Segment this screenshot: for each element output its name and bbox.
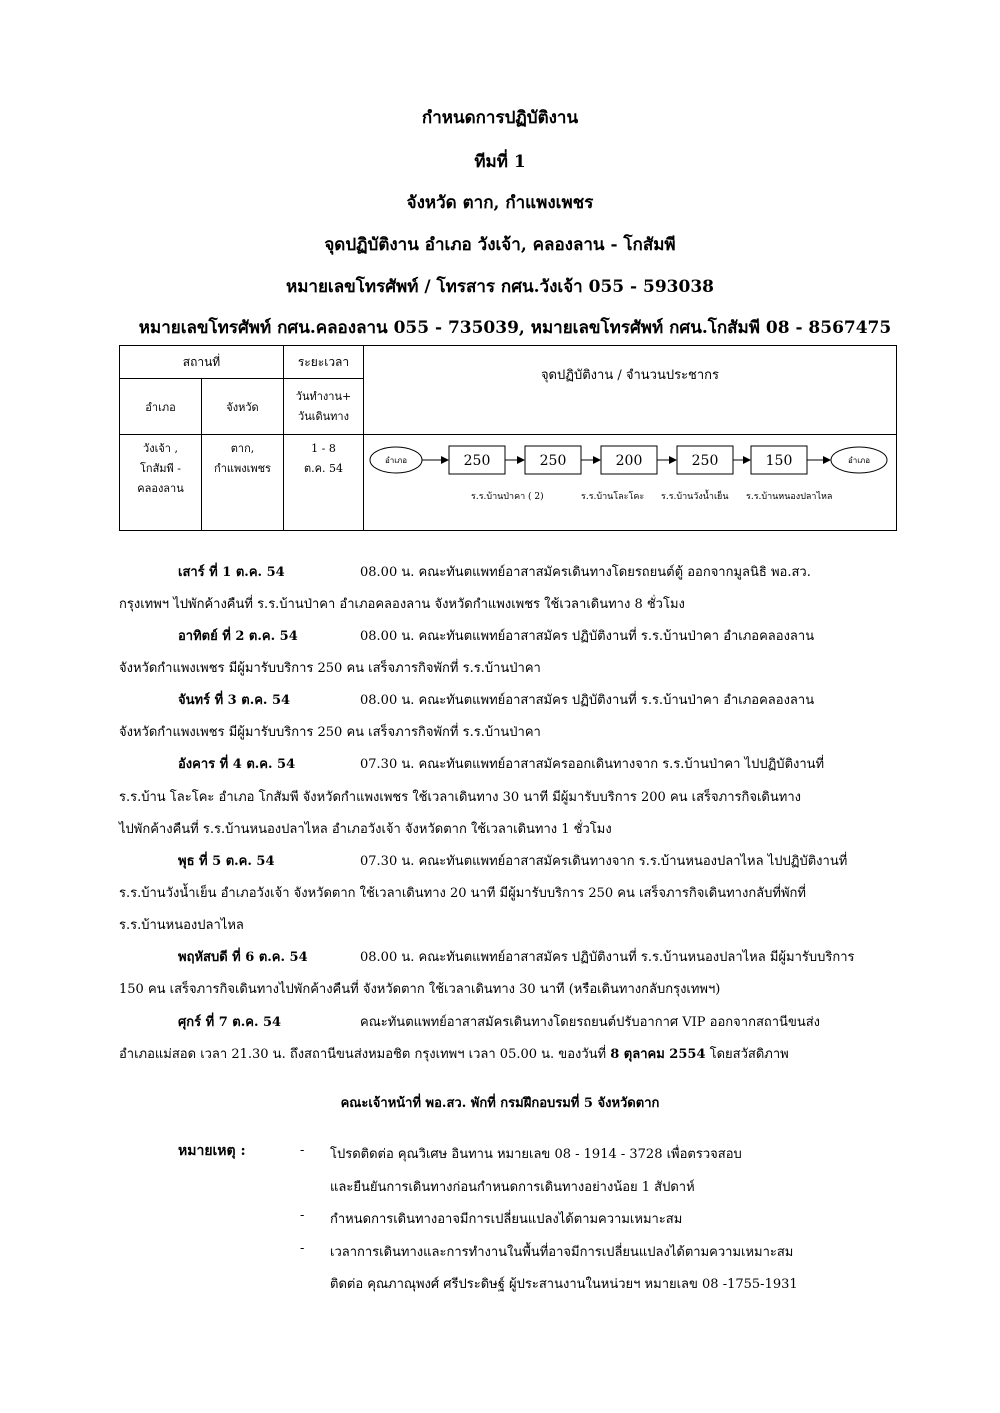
- flow-cell: [364, 435, 897, 531]
- note-1: โปรดติดต่อ คุณวิเศษ อินทาน หมายเลข 08 - 1914 - 3728 เพื่อตรวจสอบ: [330, 1147, 742, 1162]
- start-node-label: อำเภอ: [384, 455, 408, 465]
- note-3-cont: ติดต่อ คุณภาณุพงศ์ ศรีประดิษฐ์ ผู้ประสานงานในหน่วยฯ หมายเลข 08 -1755-1931: [330, 1277, 798, 1292]
- note-1-cont: และยืนยันการเดินทางก่อนกำหนดการเดินทางอย่างน้อย 1 สัปดาห์: [330, 1180, 695, 1195]
- flow-box-4-value: 250: [691, 452, 719, 469]
- header-days-line-2: วันเดินทาง: [298, 409, 349, 423]
- province-line: กำแพงเพชร: [214, 462, 271, 475]
- province-line: จังหวัด ตาก, กำแพงเพชร: [406, 193, 594, 213]
- end-node-label: อำเภอ: [847, 455, 871, 465]
- header-days-line-1: วันทำงาน+: [295, 389, 352, 403]
- title-line-1: กำหนดการปฏิบัติงาน: [421, 108, 579, 128]
- district-cell: [120, 435, 202, 531]
- header-district: อำเภอ: [120, 379, 202, 435]
- day-5-text: 07.30 น. คณะทันตแพทย์อาสาสมัครเดินทางจาก ร.ร.บ้านหนองปลาไหล ไปปฏิบัติงานที่: [360, 854, 848, 869]
- flow-box-3-value: 200: [615, 452, 643, 469]
- day-1-text: 08.00 น. คณะทันตแพทย์อาสาสมัครเดินทางโดยรถยนต์ตู้ ออกจากมูลนิธิ พอ.สว.: [360, 565, 811, 580]
- flow-label-3: ร.ร.บ้านวังน้ำเย็น: [661, 491, 729, 502]
- day-7-text: คณะทันตแพทย์อาสาสมัครเดินทางโดยรถยนต์ปรับอากาศ VIP ออกจากสถานีขนส่ง: [360, 1015, 821, 1030]
- note-bullet: -: [300, 1241, 305, 1256]
- province-cell: [202, 435, 284, 531]
- district-line: วังเจ้า ,: [143, 442, 178, 455]
- day-5-text: ร.ร.บ้านวังน้ำเย็น อำเภอวังเจ้า จังหวัดตาก ใช้เวลาเดินทาง 20 นาที มีผู้มารับบริการ 250 คน เสร็จภารกิจเดินทางกลับที่พักที่: [119, 886, 806, 901]
- dates-cell: [284, 435, 364, 531]
- note-bullet: -: [300, 1208, 305, 1223]
- header-points: จุดปฏิบัติงาน / จำนวนประชากร: [364, 346, 897, 435]
- team-number: ทีมที่ 1: [474, 152, 526, 172]
- schedule-table: [119, 345, 897, 531]
- staff-accommodation-line: คณะเจ้าหน้าที่ พอ.สว. พักที่ กรมฝึกอบรมที่ 5 จังหวัดตาก: [340, 1096, 660, 1111]
- flow-box-1-value: 250: [463, 452, 491, 469]
- dates-line: ต.ค. 54: [304, 462, 343, 475]
- flow-label-2: ร.ร.บ้านโละโคะ: [581, 491, 645, 502]
- flow-diagram: [364, 436, 896, 530]
- day-5-text: ร.ร.บ้านหนองปลาไหล: [119, 918, 244, 933]
- district-line: โกสัมพี -: [140, 462, 181, 475]
- header-place: สถานที่: [120, 346, 284, 379]
- day-4-text: 07.30 น. คณะทันตแพทย์อาสาสมัครออกเดินทางจาก ร.ร.บ้านป่าคา ไปปฏิบัติงานที่: [360, 757, 825, 772]
- flow-label-1: ร.ร.บ้านป่าคา ( 2): [471, 491, 544, 502]
- day-4-label: อังคาร ที่ 4 ต.ค. 54: [178, 757, 296, 772]
- day-6-label: พฤหัสบดี ที่ 6 ต.ค. 54: [178, 950, 308, 965]
- day-4-text: ร.ร.บ้าน โละโคะ อำเภอ โกสัมพี จังหวัดกำแพงเพชร ใช้เวลาเดินทาง 30 นาที มีผู้มารับบริการ 200 คน เสร็จภารกิจเดินทาง: [119, 790, 801, 805]
- flow-label-4: ร.ร.บ้านหนองปลาไหล: [746, 491, 833, 502]
- header-province: จังหวัด: [202, 379, 284, 435]
- day-1-label: เสาร์ ที่ 1 ต.ค. 54: [178, 565, 285, 580]
- flow-box-2-value: 250: [539, 452, 567, 469]
- day-4-text: ไปพักค้างคืนที่ ร.ร.บ้านหนองปลาไหล อำเภอวังเจ้า จังหวัดตาก ใช้เวลาเดินทาง 1 ชั่วโมง: [119, 822, 612, 837]
- operation-point-line: จุดปฏิบัติงาน อำเภอ วังเจ้า, คลองลาน - โกสัมพี: [324, 235, 676, 255]
- day-3-text: 08.00 น. คณะทันตแพทย์อาสาสมัคร ปฏิบัติงานที่ ร.ร.บ้านป่าคา อำเภอคลองลาน: [360, 693, 815, 708]
- day-7-text-part: อำเภอแม่สอด เวลา 21.30 น. ถึงสถานีขนส่งหมอชิต กรุงเทพฯ เวลา 05.00 น. ของวันที่: [119, 1047, 611, 1062]
- header-time: ระยะเวลา: [284, 346, 364, 379]
- day-7-text: [119, 1043, 789, 1064]
- day-7-label: ศุกร์ ที่ 7 ต.ค. 54: [178, 1015, 282, 1030]
- note-2: กำหนดการเดินทางอาจมีการเปลี่ยนแปลงได้ตามความเหมาะสม: [330, 1212, 683, 1227]
- note-3: เวลาการเดินทางและการทำงานในพื้นที่อาจมีการเปลี่ยนแปลงได้ตามความเหมาะสม: [330, 1245, 794, 1260]
- day-3-text: จังหวัดกำแพงเพชร มีผู้มารับบริการ 250 คน เสร็จภารกิจพักที่ ร.ร.บ้านป่าคา: [119, 725, 541, 740]
- dates-line: 1 - 8: [311, 442, 336, 455]
- day-6-text: 150 คน เสร็จภารกิจเดินทางไปพักค้างคืนที่ จังหวัดตาก ใช้เวลาเดินทาง 30 นาที (หรือเดินทางกลับกรุงเทพฯ): [119, 982, 721, 997]
- day-7-text-part: โดยสวัสดิภาพ: [705, 1047, 789, 1062]
- district-line: คลองลาน: [137, 482, 184, 495]
- note-bullet: -: [300, 1143, 305, 1158]
- day-5-label: พุธ ที่ 5 ต.ค. 54: [178, 854, 275, 869]
- day-1-text: กรุงเทพฯ ไปพักค้างคืนที่ ร.ร.บ้านป่าคา อำเภอคลองลาน จังหวัดกำแพงเพชร ใช้เวลาเดินทาง 8 ชั่วโมง: [119, 597, 685, 612]
- day-3-label: จันทร์ ที่ 3 ต.ค. 54: [178, 693, 291, 708]
- day-2-text: จังหวัดกำแพงเพชร มีผู้มารับบริการ 250 คน เสร็จภารกิจพักที่ ร.ร.บ้านป่าคา: [119, 661, 541, 676]
- province-line: ตาก,: [230, 442, 255, 455]
- arrival-date: 8 ตุลาคม 2554: [610, 1047, 706, 1062]
- flow-box-5-value: 150: [765, 452, 793, 469]
- phone-line-2: หมายเลขโทรศัพท์ กศน.คลองลาน 055 - 735039, หมายเลขโทรศัพท์ กศน.โกสัมพี 08 - 8567475: [138, 318, 892, 338]
- header-days: [284, 379, 364, 435]
- notes-title: หมายเหตุ :: [178, 1143, 246, 1159]
- phone-line-1: หมายเลขโทรศัพท์ / โทรสาร กศน.วังเจ้า 055 - 593038: [286, 277, 714, 297]
- day-6-text: 08.00 น. คณะทันตแพทย์อาสาสมัคร ปฏิบัติงานที่ ร.ร.บ้านหนองปลาไหล มีผู้มารับบริการ: [360, 950, 855, 965]
- day-2-text: 08.00 น. คณะทันตแพทย์อาสาสมัคร ปฏิบัติงานที่ ร.ร.บ้านป่าคา อำเภอคลองลาน: [360, 629, 815, 644]
- day-2-label: อาทิตย์ ที่ 2 ต.ค. 54: [178, 629, 298, 644]
